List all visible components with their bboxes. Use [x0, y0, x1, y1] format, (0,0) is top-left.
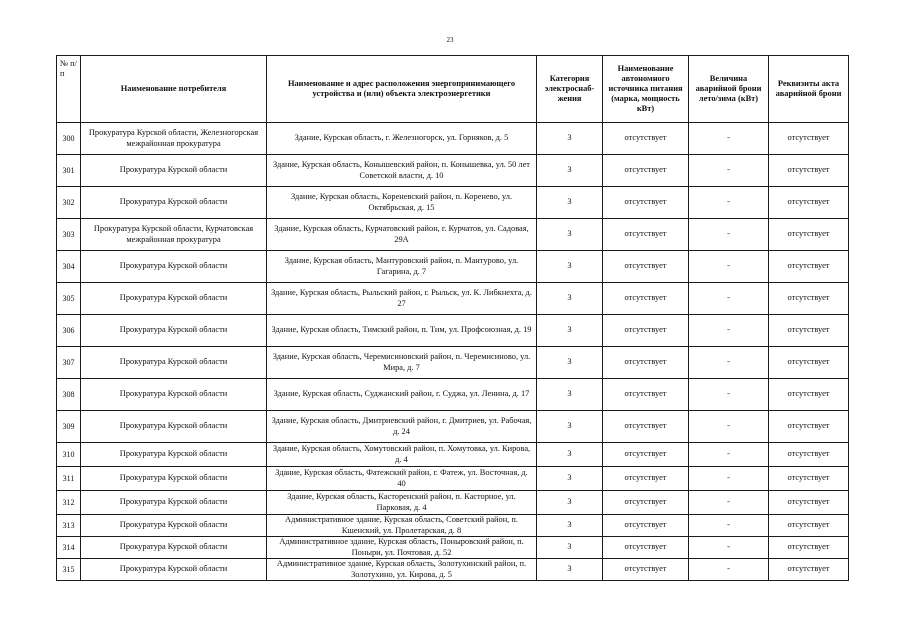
cell-num: 312: [57, 491, 81, 515]
cell-act: отсутствует: [769, 219, 849, 251]
cell-source: отсутствует: [603, 219, 689, 251]
cell-act: отсутствует: [769, 379, 849, 411]
cell-act: отсутствует: [769, 315, 849, 347]
table-row: [57, 187, 849, 219]
cell-object: Здание, Курская область, Дмитриевский район, г. Дмитриев, ул. Рабочая, д. 24: [267, 411, 537, 443]
cell-object: Здание, Курская область, Кореневский район, п. Коренево, ул. Октябрьская, д. 15: [267, 187, 537, 219]
cell-reserve: -: [689, 443, 769, 467]
cell-consumer: Прокуратура Курской области: [81, 467, 267, 491]
table-row: [57, 515, 849, 537]
cell-act: отсутствует: [769, 155, 849, 187]
cell-category: 3: [537, 251, 603, 283]
cell-category: 3: [537, 123, 603, 155]
cell-consumer: Прокуратура Курской области: [81, 315, 267, 347]
cell-object: Здание, Курская область, Тимский район, п. Тим, ул. Профсоюзная, д. 19: [267, 315, 537, 347]
cell-consumer: Прокуратура Курской области: [81, 559, 267, 581]
cell-num: 306: [57, 315, 81, 347]
cell-category: 3: [537, 515, 603, 537]
cell-consumer: Прокуратура Курской области: [81, 537, 267, 559]
cell-num: 303: [57, 219, 81, 251]
cell-consumer: Прокуратура Курской области: [81, 411, 267, 443]
cell-object: Здание, Курская область, Касторенский район, п. Касторное, ул. Парковая, д. 4: [267, 491, 537, 515]
cell-num: 300: [57, 123, 81, 155]
cell-act: отсутствует: [769, 467, 849, 491]
cell-num: 313: [57, 515, 81, 537]
cell-reserve: -: [689, 251, 769, 283]
cell-consumer: Прокуратура Курской области: [81, 515, 267, 537]
table-row: [57, 559, 849, 581]
cell-source: отсутствует: [603, 467, 689, 491]
cell-act: отсутствует: [769, 559, 849, 581]
cell-reserve: -: [689, 187, 769, 219]
cell-num: 314: [57, 537, 81, 559]
cell-source: отсутствует: [603, 443, 689, 467]
cell-consumer: Прокуратура Курской области: [81, 251, 267, 283]
page-number: 23: [446, 36, 454, 44]
cell-consumer: Прокуратура Курской области: [81, 491, 267, 515]
cell-object: Здание, Курская область, Мантуровский район, п. Мантурово, ул. Гагарина, д. 7: [267, 251, 537, 283]
table-row: [57, 283, 849, 315]
cell-act: отсутствует: [769, 187, 849, 219]
table-row: [57, 491, 849, 515]
cell-category: 3: [537, 379, 603, 411]
cell-num: 304: [57, 251, 81, 283]
cell-object: Здание, Курская область, Фатежский район, г. Фатеж, ул. Восточная, д. 40: [267, 467, 537, 491]
cell-category: 3: [537, 537, 603, 559]
cell-num: 308: [57, 379, 81, 411]
cell-object: Здание, Курская область, Рыльский район, г. Рыльск, ул. К. Либкнехта, д. 27: [267, 283, 537, 315]
cell-object: Административное здание, Курская область, Советский район, п. Кшенский, ул. Пролетарская, д. 8: [267, 515, 537, 537]
cell-act: отсутствует: [769, 251, 849, 283]
cell-object: Здание, Курская область, Черемисиновский район, п. Черемисиново, ул. Мира, д. 7: [267, 347, 537, 379]
cell-reserve: -: [689, 537, 769, 559]
cell-reserve: -: [689, 283, 769, 315]
cell-object: Здание, Курская область, Курчатовский район, г. Курчатов, ул. Садовая, 29А: [267, 219, 537, 251]
cell-reserve: -: [689, 379, 769, 411]
cell-reserve: -: [689, 219, 769, 251]
cell-num: 307: [57, 347, 81, 379]
header-num: № п/п: [57, 56, 81, 123]
cell-category: 3: [537, 283, 603, 315]
cell-object: Здание, Курская область, г. Железногорск, ул. Горняков, д. 5: [267, 123, 537, 155]
cell-consumer: Прокуратура Курской области: [81, 379, 267, 411]
cell-category: 3: [537, 411, 603, 443]
cell-act: отсутствует: [769, 347, 849, 379]
cell-num: 305: [57, 283, 81, 315]
cell-source: отсутствует: [603, 559, 689, 581]
header-category: Категория электроснаб-жения: [537, 56, 603, 123]
cell-category: 3: [537, 155, 603, 187]
table-row: [57, 467, 849, 491]
cell-consumer: Прокуратура Курской области: [81, 155, 267, 187]
cell-object: Административное здание, Курская область, Поныровский район, п. Поныри, ул. Почтовая, д. 52: [267, 537, 537, 559]
cell-act: отсутствует: [769, 537, 849, 559]
cell-reserve: -: [689, 411, 769, 443]
cell-category: 3: [537, 467, 603, 491]
cell-category: 3: [537, 315, 603, 347]
cell-source: отсутствует: [603, 123, 689, 155]
cell-reserve: -: [689, 315, 769, 347]
cell-source: отсутствует: [603, 251, 689, 283]
table-row: [57, 379, 849, 411]
cell-category: 3: [537, 347, 603, 379]
cell-source: отсутствует: [603, 537, 689, 559]
cell-source: отсутствует: [603, 411, 689, 443]
cell-source: отсутствует: [603, 379, 689, 411]
cell-consumer: Прокуратура Курской области: [81, 443, 267, 467]
cell-source: отсутствует: [603, 187, 689, 219]
cell-object: Административное здание, Курская область, Золотухинский район, п. Золотухино, ул. Кирова, д. 5: [267, 559, 537, 581]
emergency-reserve-table: [56, 55, 849, 581]
table-body: [57, 123, 849, 581]
cell-source: отсутствует: [603, 491, 689, 515]
cell-category: 3: [537, 443, 603, 467]
cell-act: отсутствует: [769, 123, 849, 155]
cell-category: 3: [537, 187, 603, 219]
cell-object: Здание, Курская область, Суджанский район, г. Суджа, ул. Ленина, д. 17: [267, 379, 537, 411]
cell-reserve: -: [689, 515, 769, 537]
cell-reserve: -: [689, 491, 769, 515]
cell-consumer: Прокуратура Курской области: [81, 347, 267, 379]
cell-consumer: Прокуратура Курской области: [81, 283, 267, 315]
cell-object: Здание, Курская область, Хомутовский район, п. Хомутовка, ул. Кирова, д. 4: [267, 443, 537, 467]
cell-act: отсутствует: [769, 411, 849, 443]
header-source: Наименование автономного источника питания (марка, мощность кВт): [603, 56, 689, 123]
cell-reserve: -: [689, 559, 769, 581]
cell-act: отсутствует: [769, 283, 849, 315]
table-row: [57, 315, 849, 347]
cell-num: 302: [57, 187, 81, 219]
cell-reserve: -: [689, 347, 769, 379]
cell-consumer: Прокуратура Курской области, Курчатовская межрайонная прокуратура: [81, 219, 267, 251]
table-row: [57, 537, 849, 559]
cell-consumer: Прокуратура Курской области: [81, 187, 267, 219]
cell-num: 311: [57, 467, 81, 491]
table-row: [57, 347, 849, 379]
table-row: [57, 411, 849, 443]
cell-source: отсутствует: [603, 283, 689, 315]
cell-object: Здание, Курская область, Конышевский район, п. Конышевка, ул. 50 лет Советской власти, д. 10: [267, 155, 537, 187]
header-reserve: Величина аварийной брони лето/зима (кВт): [689, 56, 769, 123]
cell-source: отсутствует: [603, 315, 689, 347]
table-row: [57, 123, 849, 155]
table-row: [57, 155, 849, 187]
cell-act: отсутствует: [769, 515, 849, 537]
cell-reserve: -: [689, 467, 769, 491]
cell-category: 3: [537, 559, 603, 581]
cell-source: отсутствует: [603, 347, 689, 379]
table-row: [57, 443, 849, 467]
cell-reserve: -: [689, 123, 769, 155]
table-header-row: [57, 56, 849, 123]
table-row: [57, 251, 849, 283]
cell-num: 315: [57, 559, 81, 581]
header-act: Реквизиты акта аварийной брони: [769, 56, 849, 123]
cell-act: отсутствует: [769, 491, 849, 515]
cell-reserve: -: [689, 155, 769, 187]
cell-consumer: Прокуратура Курской области, Железногорская межрайонная прокуратура: [81, 123, 267, 155]
header-object: Наименование и адрес расположения энергопринимающего устройства и (или) объекта электроэнергетики: [267, 56, 537, 123]
table-row: [57, 219, 849, 251]
cell-source: отсутствует: [603, 155, 689, 187]
cell-act: отсутствует: [769, 443, 849, 467]
cell-num: 301: [57, 155, 81, 187]
cell-source: отсутствует: [603, 515, 689, 537]
cell-num: 310: [57, 443, 81, 467]
cell-category: 3: [537, 491, 603, 515]
cell-category: 3: [537, 219, 603, 251]
header-consumer: Наименование потребителя: [81, 56, 267, 123]
cell-num: 309: [57, 411, 81, 443]
